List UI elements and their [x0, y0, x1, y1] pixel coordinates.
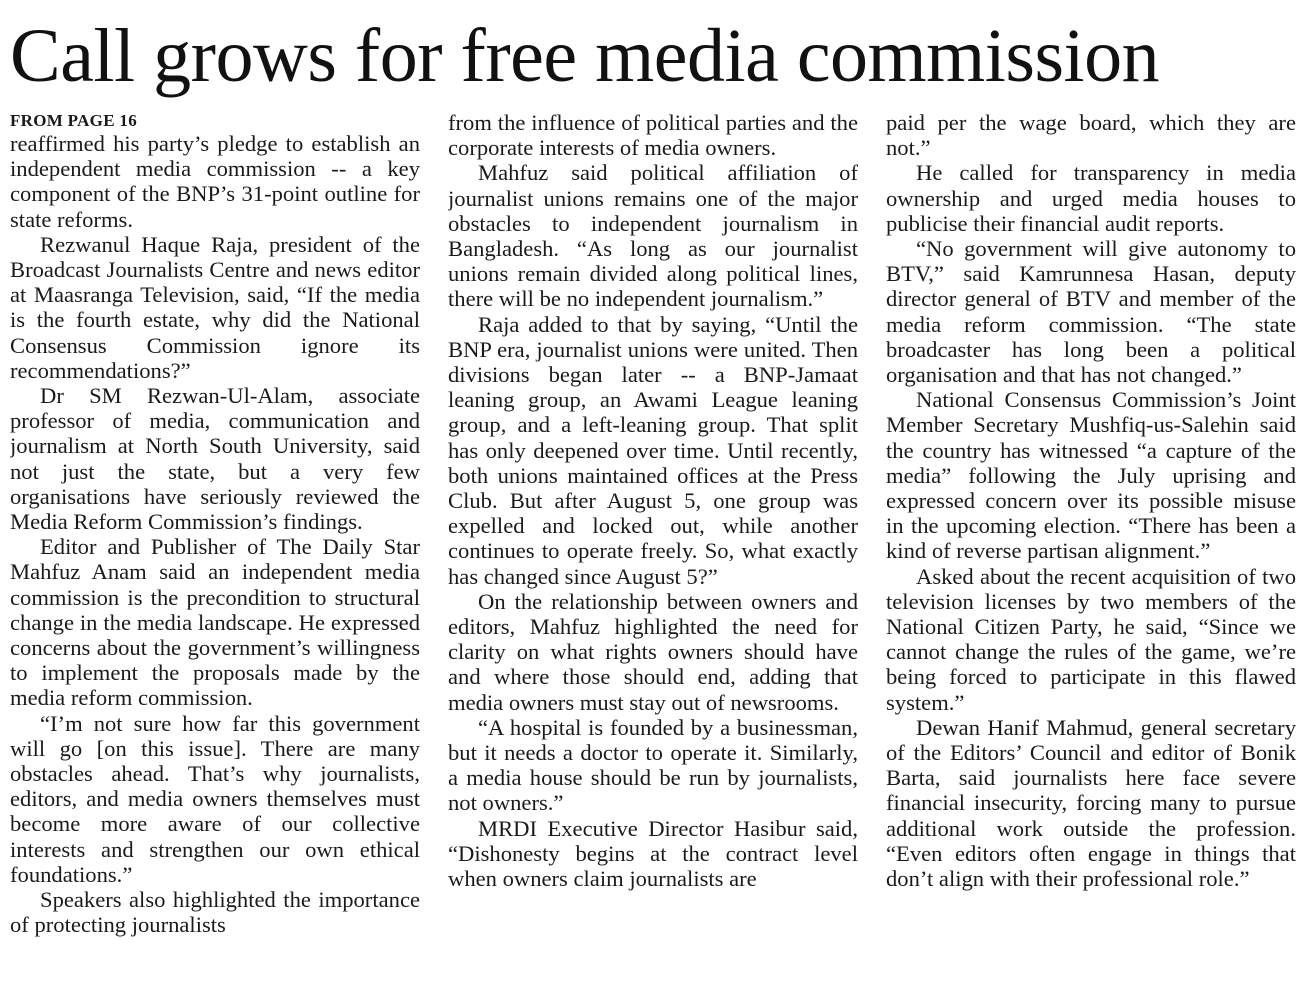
paragraph: Mahfuz said political affiliation of journalist unions remains one of the major obstacles to independent journalism in Bangladesh. “As long as our journalist unions remain divided along political lines, there will be no independent journalism.”	[448, 160, 858, 312]
article-column-3	[886, 110, 1296, 980]
paragraph: Dewan Hanif Mahmud, general secretary of the Editors’ Council and editor of Bonik Barta, said journalists here face severe financial insecurity, forcing many to pursue additional work outside the profession. “Even editors often engage in things that don’t align with their professional role.”	[886, 714, 1296, 892]
paragraph: from the influence of political parties and the corporate interests of media owners.	[448, 110, 858, 161]
jump-label: FROM PAGE 16	[10, 111, 137, 130]
paragraph: “No government will give autonomy to BTV,” said Kamrunnesa Hasan, deputy director general of BTV and member of the media reform commission. “The state broadcaster has long been a political organisation and that has not changed.”	[886, 236, 1296, 388]
paragraph: He called for transparency in media ownership and urged media houses to publicise their financial audit reports.	[886, 160, 1296, 236]
paragraph: Asked about the recent acquisition of two television licenses by two members of the National Citizen Party, he said, “Since we cannot change the rules of the game, we’re being forced to participate in this flawed system.”	[886, 563, 1296, 715]
paragraph: Dr SM Rezwan-Ul-Alam, associate professor of media, communication and journalism at North South University, said not just the state, but a very few organisations have seriously reviewed the Media Reform Commission’s findings.	[10, 383, 420, 535]
paragraph: Raja added to that by saying, “Until the BNP era, journalist unions were united. Then divisions began later -- a BNP-Jamaat leaning group, an Awami League leaning group, and a left-leaning group. That split has only deepened over time. Until recently, both unions maintained offices at the Press Club. But after August 5, one group was expelled and locked out, while another continues to operate freely. So, what exactly has changed since August 5?”	[448, 311, 858, 589]
article-column-1	[10, 110, 420, 980]
paragraph: Rezwanul Haque Raja, president of the Broadcast Journalists Centre and news editor at Maasranga Television, said, “If the media is the fourth estate, why did the National Consensus Commission ignore its recommendations?”	[10, 231, 420, 383]
paragraph: paid per the wage board, which they are not.”	[886, 110, 1296, 161]
paragraph: reaffirmed his party’s pledge to establish an independent media commission -- a key component of the BNP’s 31-point outline for state reforms.	[10, 131, 420, 232]
paragraph: National Consensus Commission’s Joint Member Secretary Mushfiq-us-Salehin said the country has witnessed “a capture of the media” following the July uprising and expressed concern over its possible misuse in the upcoming election. “There has been a kind of reverse partisan alignment.”	[886, 387, 1296, 564]
paragraph: Speakers also highlighted the importance of protecting journalists	[10, 887, 420, 938]
paragraph: “I’m not sure how far this government will go [on this issue]. There are many obstacles ahead. That’s why journalists, editors, and media owners themselves must become more aware of our collective interests and strengthen our own ethical foundations.”	[10, 710, 420, 887]
article-column-2	[448, 110, 858, 980]
headline: Call grows for free media commission	[10, 14, 1160, 98]
paragraph: On the relationship between owners and editors, Mahfuz highlighted the need for clarity on what rights owners should have and where those should end, adding that media owners must stay out of newsrooms.	[448, 588, 858, 715]
paragraph: “A hospital is founded by a businessman, but it needs a doctor to operate it. Similarly, a media house should be run by journalists, not owners.”	[448, 714, 858, 816]
paragraph: MRDI Executive Director Hasibur said, “Dishonesty begins at the contract level when owners claim journalists are	[448, 815, 858, 892]
paragraph: Editor and Publisher of The Daily Star Mahfuz Anam said an independent media commission is the precondition to structural change in the media landscape. He expressed concerns about the government’s willingness to implement the proposals made by the media reform commission.	[10, 534, 420, 711]
